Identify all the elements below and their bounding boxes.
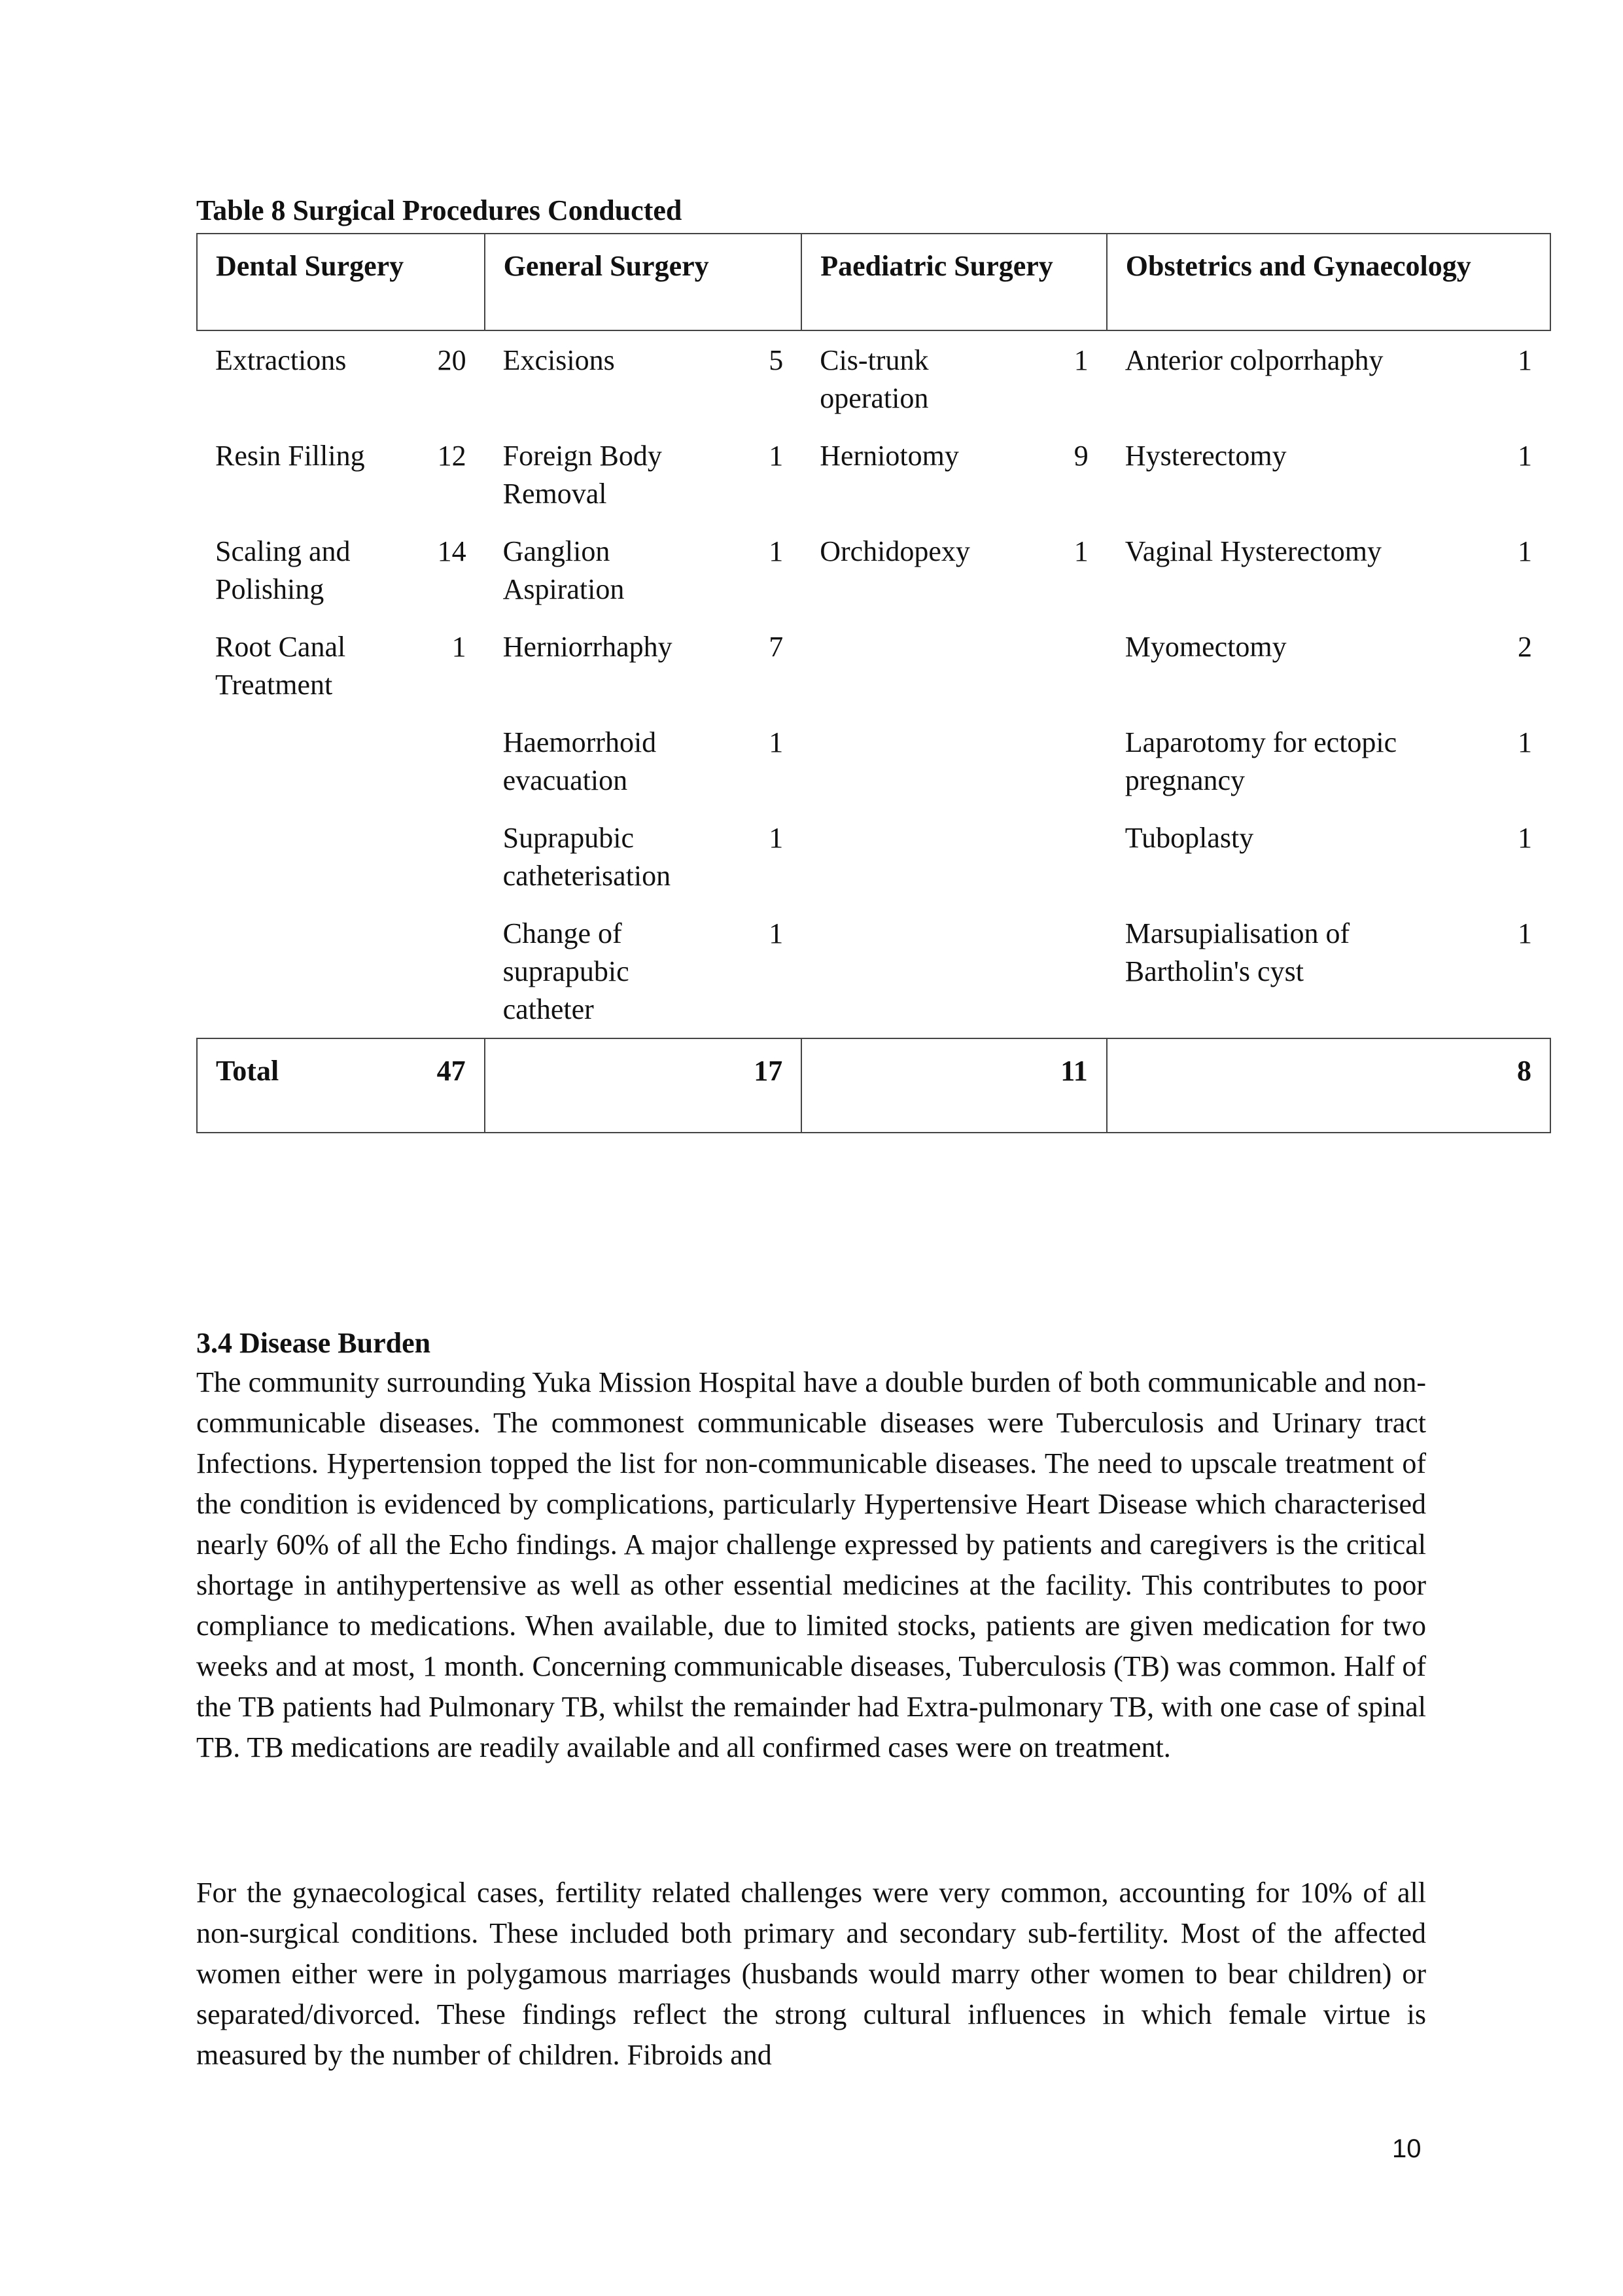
table-row — [197, 615, 1550, 711]
total-label: Total — [197, 1038, 413, 1133]
procedure-count: 1 — [769, 535, 784, 567]
procedure-count: 1 — [1518, 726, 1532, 758]
procedure-count: 1 — [769, 440, 784, 472]
procedure-count: 7 — [769, 631, 784, 663]
procedure-count: 1 — [769, 917, 784, 949]
procedure-count: 1 — [1518, 344, 1532, 376]
procedure-name — [197, 806, 413, 902]
procedure-name: Foreign Body Removal — [502, 440, 662, 510]
header-obgyn: Obstetrics and Gynaecology — [1107, 234, 1550, 330]
procedure-count: 1 — [1518, 822, 1532, 854]
body-paragraph: For the gynaecological cases, fertility related challenges were very common, accounting for 10% of all non-surgical conditions. These included both primary and secondary sub-fertility. Most of the affected women either were in polygamous marriages (husbands would marry other women to bear children) or separated/divorced. These findings reflect the strong cultural influences in which female virtue is measured by the number of children. Fibroids and — [196, 1877, 1426, 2071]
procedure-count: 20 — [437, 344, 466, 376]
table-row — [197, 520, 1550, 615]
procedure-count: 12 — [437, 440, 466, 472]
procedure-name — [801, 615, 1017, 711]
procedure-name: Suprapubic catheterisation — [502, 822, 671, 892]
table-header-row — [197, 234, 1550, 330]
table-row — [197, 424, 1550, 520]
total-dental: 47 — [413, 1038, 485, 1133]
table-body — [197, 330, 1550, 1038]
header-dental: Dental Surgery — [197, 234, 485, 330]
procedure-name — [197, 711, 413, 806]
procedure-name: Vaginal Hysterectomy — [1125, 535, 1382, 567]
procedure-name: Anterior colporrhaphy — [1125, 344, 1384, 376]
total-paediatric-spacer — [801, 1038, 1017, 1133]
procedure-count: 2 — [1518, 631, 1532, 663]
body-paragraph: The community surrounding Yuka Mission Hospital have a double burden of both communicable and non-communicable diseases. The commonest communicable diseases were Tuberculosis and Urinary tract Infections. Hypertension topped the list for non-communicable diseases. The need to upscale treatment of the condition is evidenced by complications, particularly Hypertensive Heart Disease which characterised nearly 60% of all the Echo findings. A major challenge expressed by patients and caregivers is the critical shortage in antihypertensive as well as other essential medicines at the facility. This contributes to poor compliance to medications. When available, due to limited stocks, patients are given medication for two weeks and at most, 1 month. Concerning communicable diseases, Tuberculosis (TB) was common. Half of the TB patients had Pulmonary TB, whilst the remainder had Extra-pulmonary TB, with one case of spinal TB. TB medications are readily available and all confirmed cases were on treatment. — [196, 1366, 1426, 1763]
procedure-name: Resin Filling — [215, 440, 365, 472]
surgical-procedures-table — [196, 233, 1551, 1133]
total-general: 17 — [713, 1038, 801, 1133]
procedure-count: 1 — [1518, 917, 1532, 949]
procedure-name — [801, 711, 1017, 806]
procedure-count — [413, 806, 485, 902]
procedure-name — [801, 806, 1017, 902]
procedure-name: Herniotomy — [820, 440, 959, 472]
procedure-name: Ganglion Aspiration — [502, 535, 625, 605]
procedure-count — [413, 711, 485, 806]
procedure-count: 1 — [769, 822, 784, 854]
procedure-count: 9 — [1073, 440, 1089, 472]
procedure-count: 1 — [1518, 440, 1532, 472]
procedure-count — [1017, 902, 1107, 1038]
total-obgyn: 8 — [1453, 1038, 1550, 1133]
procedure-name: Herniorrhaphy — [502, 631, 672, 663]
procedure-name: Laparotomy for ectopic pregnancy — [1125, 726, 1397, 796]
procedure-name: Hysterectomy — [1125, 440, 1287, 472]
procedure-name: Root Canal Treatment — [215, 631, 346, 701]
procedure-name: Myomectomy — [1125, 631, 1287, 663]
total-obgyn-spacer — [1107, 1038, 1453, 1133]
procedure-count: 5 — [769, 344, 784, 376]
table-total-row — [197, 1038, 1550, 1133]
procedure-name: Scaling and Polishing — [215, 535, 351, 605]
procedure-name — [801, 902, 1017, 1038]
total-paediatric: 11 — [1017, 1038, 1107, 1133]
table-row — [197, 806, 1550, 902]
procedure-count — [1017, 615, 1107, 711]
table-row — [197, 902, 1550, 1038]
procedure-name: Haemorrhoid evacuation — [502, 726, 657, 796]
procedure-count: 1 — [1073, 535, 1089, 567]
procedure-name: Cis-trunk operation — [820, 344, 929, 414]
procedure-count: 1 — [769, 726, 784, 758]
total-general-spacer — [485, 1038, 714, 1133]
procedure-count — [413, 902, 485, 1038]
procedure-count — [1017, 711, 1107, 806]
procedure-name: Change of suprapubic catheter — [502, 917, 629, 1025]
procedure-count: 1 — [451, 631, 466, 663]
table-row — [197, 711, 1550, 806]
section-heading: 3.4 Disease Burden — [196, 1327, 431, 1359]
table-caption: Table 8 Surgical Procedures Conducted — [196, 194, 682, 226]
procedure-name: Excisions — [502, 344, 615, 376]
page-number: 10 — [1392, 2134, 1422, 2163]
procedure-name — [197, 902, 413, 1038]
procedure-count: 14 — [437, 535, 466, 567]
procedure-name: Marsupialisation of Bartholin's cyst — [1125, 917, 1350, 987]
procedure-count — [1017, 806, 1107, 902]
procedure-count: 1 — [1073, 344, 1089, 376]
header-general: General Surgery — [485, 234, 802, 330]
header-paediatric: Paediatric Surgery — [801, 234, 1107, 330]
procedure-name: Tuboplasty — [1125, 822, 1254, 854]
procedure-name: Orchidopexy — [820, 535, 970, 567]
procedure-name: Extractions — [215, 344, 347, 376]
table-row — [197, 330, 1550, 424]
procedure-count: 1 — [1518, 535, 1532, 567]
